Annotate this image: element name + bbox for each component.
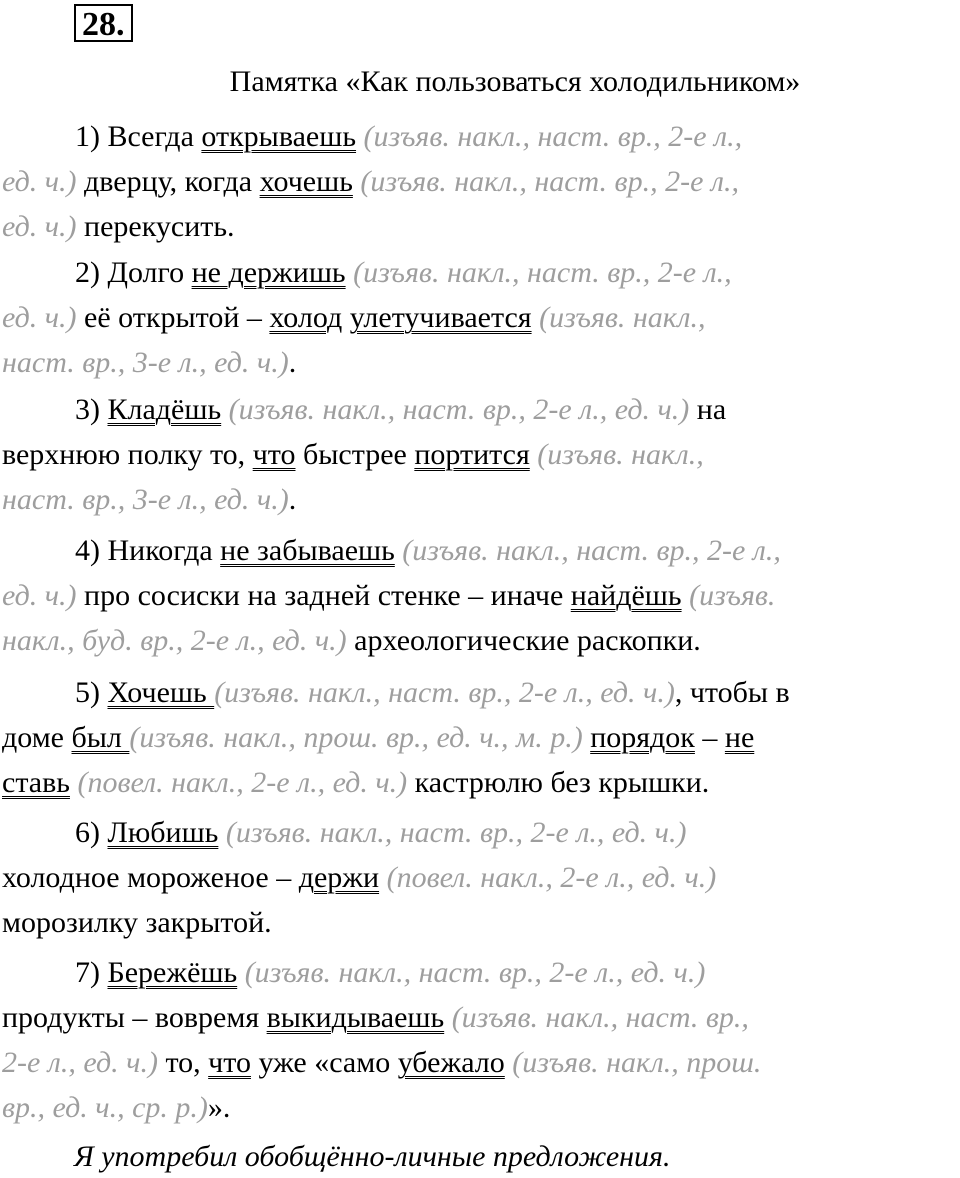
text-segment <box>356 120 364 153</box>
grammar-note: (изъяв. накл., прош. <box>512 1046 762 1079</box>
predicate-word: не забываешь <box>220 534 395 567</box>
text-line <box>2 1085 957 1130</box>
predicate-word: порядок <box>590 721 695 754</box>
text-segment: про сосиски на задней стенке – иначе <box>76 579 571 612</box>
text-segment: продукты – вовремя <box>2 1001 267 1034</box>
predicate-word: что <box>252 438 296 471</box>
predicate-word: Хочешь <box>107 676 215 709</box>
text-segment <box>532 301 540 334</box>
text-segment: быстрее <box>295 438 415 471</box>
text-segment <box>444 1001 452 1034</box>
predicate-word: Бережёшь <box>107 956 238 989</box>
grammar-note: ед. ч.) <box>2 210 77 243</box>
grammar-note: накл., буд. вр., 2-е л., ед. ч.) <box>2 624 347 657</box>
text-line <box>2 432 957 477</box>
text-segment: . <box>288 483 297 516</box>
text-line <box>2 900 957 945</box>
text-segment <box>218 816 226 849</box>
text-line <box>2 477 957 522</box>
text-segment: 1) Всегда <box>75 120 202 153</box>
predicate-word: был <box>71 721 130 754</box>
text-segment: 2) Долго <box>75 256 192 289</box>
text-segment: , чтобы в <box>674 676 790 709</box>
text-segment: холодное мороженое – <box>2 861 299 894</box>
grammar-note: ед. ч.) <box>2 579 77 612</box>
list-item-7 <box>2 950 957 1130</box>
grammar-note: ед. ч.) <box>2 301 77 334</box>
text-line <box>2 670 957 715</box>
grammar-note: (изъяв. накл., <box>539 301 706 334</box>
text-segment <box>221 393 229 426</box>
predicate-word: Любишь <box>107 816 219 849</box>
predicate-word: портится <box>414 438 530 471</box>
text-segment: – <box>694 721 725 754</box>
text-line <box>2 995 957 1040</box>
grammar-note: (повел. накл., 2-е л., ед. ч.) <box>386 861 717 894</box>
predicate-word: Кладёшь <box>107 393 222 426</box>
grammar-note: (изъяв. накл., наст. вр., 2-е л., ед. ч.) <box>225 816 687 849</box>
text-line <box>2 1040 957 1085</box>
text-segment <box>682 579 690 612</box>
text-segment: уже «само <box>250 1046 398 1079</box>
text-line <box>2 295 957 340</box>
grammar-note: (изъяв. накл., <box>537 438 704 471</box>
text-segment: археологические раскопки. <box>346 624 701 657</box>
predicate-word: найдёшь <box>570 579 682 612</box>
text-line <box>2 114 957 159</box>
grammar-note: наст. вр., 3-е л., ед. ч.) <box>2 346 289 379</box>
grammar-note: (изъяв. <box>689 579 776 612</box>
predicate-word: улетучивается <box>349 301 532 334</box>
text-segment: 3) <box>75 393 108 426</box>
text-segment: дверцу, когда <box>76 165 260 198</box>
predicate-word: убежало <box>397 1046 505 1079</box>
text-line <box>2 760 957 805</box>
exercise-number: 28. <box>74 4 133 42</box>
grammar-note: (изъяв. накл., наст. вр., 2-е л., <box>363 120 743 153</box>
text-segment: то, <box>157 1046 209 1079</box>
text-line <box>2 204 957 249</box>
text-line <box>2 250 957 295</box>
text-segment: 4) Никогда <box>75 534 221 567</box>
text-segment: на <box>689 393 727 426</box>
predicate-word: не держишь <box>191 256 346 289</box>
predicate-word: открываешь <box>201 120 357 153</box>
text-line <box>2 573 957 618</box>
predicate-word: что <box>208 1046 251 1079</box>
conclusion-text: Я употребил обобщённо-личные предложения. <box>74 1140 671 1173</box>
text-segment: верхнюю полку то, <box>2 438 253 471</box>
text-line <box>2 950 957 995</box>
list-item-4 <box>2 528 957 663</box>
text-line <box>2 159 957 204</box>
grammar-note: (повел. накл., 2-е л., ед. ч.) <box>77 766 408 799</box>
text-segment <box>346 256 354 289</box>
text-line <box>2 810 957 855</box>
text-segment: . <box>288 346 297 379</box>
text-segment: её открытой – <box>76 301 270 334</box>
list-item-5 <box>2 670 957 805</box>
text-segment: ». <box>207 1091 231 1124</box>
predicate-word: ставь <box>2 766 70 799</box>
predicate-word: выкидываешь <box>266 1001 445 1034</box>
grammar-note: (изъяв. накл., наст. вр., 2-е л., <box>353 256 732 289</box>
text-line <box>2 387 957 432</box>
text-segment: кастрюлю без крышки. <box>407 766 710 799</box>
text-segment <box>379 861 387 894</box>
text-line <box>2 618 957 663</box>
text-line <box>2 528 957 573</box>
text-line <box>2 715 957 760</box>
grammar-note: вр., ед. ч., ср. р.) <box>2 1091 208 1124</box>
predicate-word: хочешь <box>259 165 353 198</box>
text-segment: перекусить. <box>76 210 235 243</box>
grammar-note: (изъяв. накл., наст. вр., 2-е л., ед. ч.) <box>244 956 706 989</box>
text-segment <box>237 956 245 989</box>
grammar-note: (изъяв. накл., наст. вр., 2-е л., ед. ч.) <box>214 676 675 709</box>
grammar-note: 2-е л., ед. ч.) <box>2 1046 158 1079</box>
list-item-1 <box>2 114 957 249</box>
text-segment: 7) <box>75 956 108 989</box>
list-item-2 <box>2 250 957 385</box>
text-line <box>2 855 957 900</box>
predicate-word: держи <box>298 861 380 894</box>
list-item-3 <box>2 387 957 522</box>
text-segment: 5) <box>75 676 108 709</box>
grammar-note: (изъяв. накл., наст. вр., 2-е л., ед. ч.) <box>228 393 690 426</box>
grammar-note: (изъяв. накл., прош. вр., ед. ч., м. р.) <box>129 721 583 754</box>
list-item-6 <box>2 810 957 945</box>
text-segment: 6) <box>75 816 108 849</box>
predicate-word: не <box>724 721 755 754</box>
grammar-note: (изъяв. накл., наст. вр., <box>451 1001 749 1034</box>
memo-title: Памятка «Как пользоваться холодильником» <box>229 65 801 98</box>
text-segment: доме <box>2 721 72 754</box>
text-segment <box>342 301 350 334</box>
grammar-note: наст. вр., 3-е л., ед. ч.) <box>2 483 289 516</box>
predicate-word: холод <box>269 301 343 334</box>
text-line <box>2 340 957 385</box>
grammar-note: (изъяв. накл., наст. вр., 2-е л., <box>360 165 739 198</box>
grammar-note: ед. ч.) <box>2 165 77 198</box>
text-segment: морозилку закрытой. <box>2 906 272 939</box>
grammar-note: (изъяв. накл., наст. вр., 2-е л., <box>402 534 781 567</box>
